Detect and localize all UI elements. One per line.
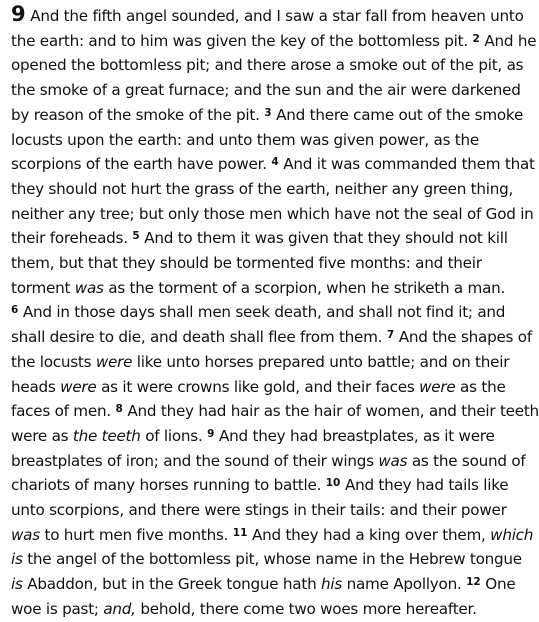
verse-number: 8 <box>115 403 123 416</box>
verse-text: chariots of many horses running to battle. <box>11 476 326 495</box>
text-line <box>11 177 517 202</box>
verse-text: like unto horses prepared unto battle; and on their <box>132 352 510 371</box>
text-line <box>11 251 517 276</box>
verse-text: heads <box>11 377 61 396</box>
italic-text: his <box>321 575 343 594</box>
text-line <box>11 29 537 54</box>
verse-number: 2 <box>472 32 480 45</box>
verse-text: And they had breastplates, as it were <box>214 426 495 445</box>
italic-text: is <box>11 550 23 569</box>
text-line <box>11 226 517 251</box>
verse-text: And it was commanded them that <box>278 155 535 174</box>
verse-text: And the shapes of <box>394 328 532 347</box>
verse-text: the angel of the bottomless pit, whose name in the Hebrew tongue <box>22 550 522 569</box>
verse-text: them, but that they should be tormented five months: and their <box>11 254 482 273</box>
verse-text: And he <box>479 31 537 50</box>
verse-text: And they had hair as the hair of women, and their teeth <box>122 402 539 421</box>
italic-text: which <box>490 525 534 544</box>
text-line <box>11 424 517 449</box>
verse-text: were as <box>11 426 73 445</box>
verse-number: 4 <box>271 156 279 169</box>
verse-text: One <box>480 575 516 594</box>
text-line <box>11 53 524 78</box>
verse-text: Abaddon, but in the Greek tongue hath <box>22 575 322 594</box>
verse-text: by reason of the smoke of the pit. <box>11 105 265 124</box>
verse-text: as the <box>455 377 506 396</box>
verse-text: And there came out of the smoke <box>271 105 524 124</box>
text-line <box>11 547 522 572</box>
text-line <box>11 2 524 29</box>
verse-text: locusts upon the earth: and unto them was given power, as the <box>11 130 479 149</box>
verse-number: 9 <box>207 427 215 440</box>
text-line <box>11 103 524 128</box>
italic-text: were <box>60 377 97 396</box>
text-line <box>11 498 517 523</box>
verse-text: behold, there come two woes more hereafter. <box>135 599 477 618</box>
text-line <box>11 523 534 548</box>
text-line <box>11 449 526 474</box>
text-line <box>11 78 521 103</box>
text-line <box>11 300 517 325</box>
italic-text: was <box>11 525 40 544</box>
text-line <box>11 350 517 375</box>
italic-text: was <box>378 451 408 470</box>
verse-number: 5 <box>132 230 140 243</box>
verse-text: And the fifth angel sounded, and I saw a star fall from heaven unto <box>25 7 524 25</box>
verse-text: to hurt men five months. <box>39 525 233 544</box>
verse-text: And in those days shall men seek death, and shall not find it; and <box>18 303 506 322</box>
verse-text: scorpions of the earth have power. <box>11 155 272 174</box>
verse-text: torment <box>11 278 75 297</box>
verse-text: of lions. <box>140 426 208 445</box>
italic-text: and, <box>103 599 136 618</box>
verse-text: the earth: and to him was given the key of the bottomless pit. <box>11 31 473 50</box>
text-line <box>11 399 539 424</box>
verse-text: And they had tails like <box>340 476 509 495</box>
verse-text: unto scorpions, and there were stings in their tails: and their power <box>11 501 507 520</box>
verse-number: 7 <box>386 329 395 342</box>
verse-text: woe is past; <box>11 599 104 618</box>
text-line <box>11 276 517 301</box>
verse-text: name Apollyon. <box>342 575 467 594</box>
text-line <box>11 572 517 597</box>
text-line <box>11 375 517 400</box>
verse-text: neither any tree; but only those men which have not the seal of God in <box>11 204 534 223</box>
text-line <box>11 473 517 498</box>
verse-text: they should not hurt the grass of the earth, neither any green thing, <box>11 179 514 198</box>
verse-text: as the sound of <box>407 451 526 470</box>
verse-text: as it were crowns like gold, and their faces <box>96 377 420 396</box>
text-line <box>11 597 517 622</box>
verse-number: 11 <box>232 526 248 539</box>
verse-number: 3 <box>264 106 272 119</box>
italic-text: the teeth <box>72 426 141 445</box>
verse-text: the smoke of a great furnace; and the sun and the air were darkened <box>11 81 521 100</box>
verse-text: And to them it was given that they should not kill <box>139 229 508 248</box>
italic-text: were <box>419 377 456 396</box>
text-line <box>11 128 517 153</box>
verse-text: faces of men. <box>11 402 116 421</box>
text-line <box>11 325 532 350</box>
verse-text: their foreheads. <box>11 229 133 248</box>
verse-text: opened the bottomless pit; and there arose a smoke out of the pit, as <box>11 56 524 75</box>
italic-text: was <box>74 278 104 297</box>
italic-text: were <box>95 352 133 371</box>
text-line <box>11 152 535 177</box>
verse-text: And they had a king over them, <box>247 525 491 544</box>
verse-text: as the torment of a scorpion, when he striketh a man. <box>103 278 506 297</box>
verse-text: the locusts <box>11 352 96 371</box>
chapter-number: 9 <box>11 2 26 26</box>
verse-text: breastplates of iron; and the sound of their wings <box>11 451 379 470</box>
verse-number: 10 <box>325 477 341 490</box>
text-line <box>11 202 534 227</box>
italic-text: is <box>11 575 23 594</box>
verse-text: shall desire to die, and death shall flee from them. <box>11 328 387 347</box>
verse-number: 6 <box>11 304 19 317</box>
verse-number: 12 <box>466 576 481 589</box>
